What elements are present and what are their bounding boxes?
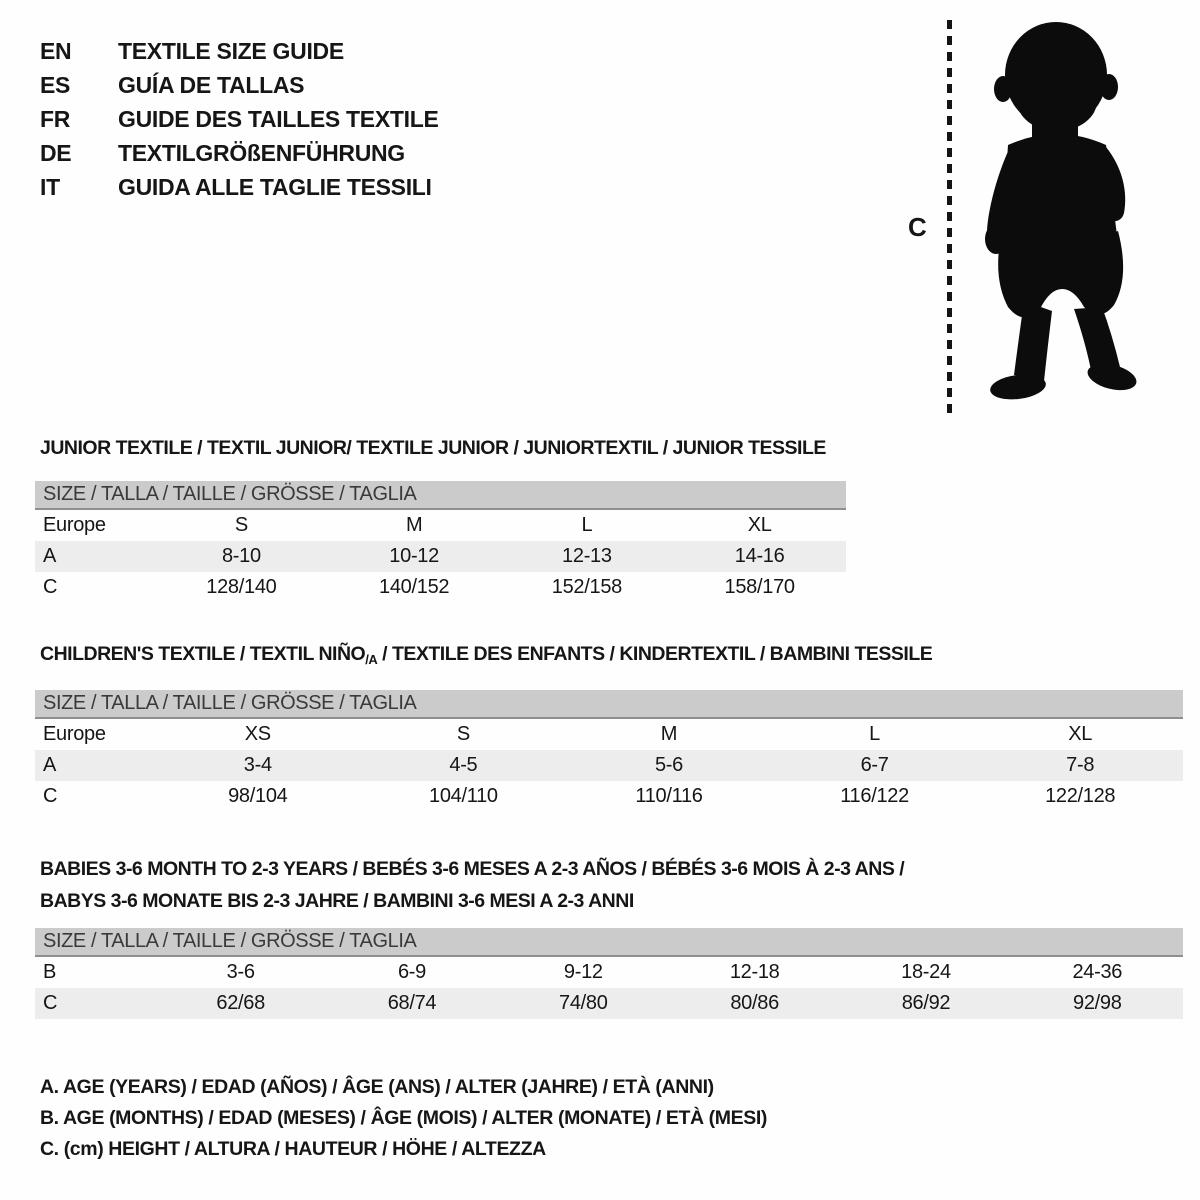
table-cell: 9-12 [563, 961, 603, 983]
legend-footnotes [40, 1072, 767, 1165]
table-cell: 7-8 [1066, 754, 1095, 776]
babies-size-table [35, 928, 1183, 1019]
table-cell: 86/92 [901, 992, 951, 1014]
table-cell: 18-24 [901, 961, 951, 983]
size-header-bar: SIZE / TALLA / TAILLE / GRÖSSE / TAGLIA [35, 928, 1183, 957]
table-row [35, 988, 1183, 1019]
language-row-it [40, 170, 439, 204]
table-cell: M [660, 723, 678, 745]
row-label: B [43, 961, 57, 983]
row-label: A [43, 545, 57, 567]
table-cell: 80/86 [730, 992, 779, 1014]
language-title: GUIDE DES TAILLES TEXTILE [118, 105, 439, 132]
junior-section-title [40, 437, 826, 460]
language-title: GUIDA ALLE TAGLIE TESSILI [118, 173, 432, 200]
row-label: A [43, 754, 57, 776]
row-label: C [43, 576, 58, 598]
size-header-bar: SIZE / TALLA / TAILLE / GRÖSSE / TAGLIA [35, 690, 1183, 719]
language-row-es [40, 68, 439, 102]
children-title-text: / TEXTILE DES ENFANTS / KINDERTEXTIL / BAMBINI TESSILE [377, 643, 933, 665]
baby-silhouette-image [972, 18, 1147, 420]
table-cell: 140/152 [379, 576, 450, 598]
children-size-table [35, 690, 1183, 812]
table-cell: 14-16 [734, 545, 785, 567]
table-cell: 6-7 [860, 754, 889, 776]
table-cell: 68/74 [387, 992, 437, 1014]
babies-title-line2: BABYS 3-6 MONATE BIS 2-3 JAHRE / BAMBINI 3-6 MESI A 2-3 ANNI [40, 890, 634, 912]
table-cell: XL [1068, 723, 1093, 745]
language-title: GUÍA DE TALLAS [118, 71, 305, 98]
language-row-de [40, 136, 439, 170]
table-cell: S [456, 723, 470, 745]
language-code: IT [40, 173, 60, 200]
junior-title-text: JUNIOR TEXTILE / TEXTIL JUNIOR/ TEXTILE JUNIOR / JUNIORTEXTIL / JUNIOR TESSILE [40, 437, 826, 459]
table-cell: 116/122 [840, 785, 909, 807]
table-cell: 122/128 [1045, 785, 1116, 807]
height-measure-label: C [908, 212, 927, 242]
table-cell: 5-6 [654, 754, 683, 776]
table-row [35, 781, 1183, 812]
footnote-age-years: A. AGE (YEARS) / EDAD (AÑOS) / ÂGE (ANS) / ALTER (JAHRE) / ETÀ (ANNI) [40, 1076, 714, 1098]
table-row [35, 719, 1183, 750]
table-cell: 3-4 [243, 754, 272, 776]
row-label: C [43, 785, 58, 807]
language-title: TEXTILE SIZE GUIDE [118, 37, 344, 64]
table-cell: 3-6 [226, 961, 255, 983]
footnote-age-months: B. AGE (MONTHS) / EDAD (MESES) / ÂGE (MOIS) / ALTER (MONATE) / ETÀ (MESI) [40, 1107, 767, 1129]
language-code: EN [40, 37, 72, 64]
table-cell: 4-5 [449, 754, 478, 776]
table-row [35, 572, 846, 603]
table-cell: XL [747, 514, 772, 536]
children-title-text: CHILDREN'S TEXTILE / TEXTIL NIÑO [40, 643, 366, 665]
table-cell: 8-10 [221, 545, 261, 567]
row-label: Europe [43, 514, 106, 536]
table-cell: 12-13 [562, 545, 612, 567]
table-row [35, 957, 1183, 988]
table-cell: L [869, 723, 880, 745]
table-cell: 128/140 [206, 576, 277, 598]
table-cell: 158/170 [724, 576, 795, 598]
table-cell: S [234, 514, 248, 536]
table-cell: 12-18 [729, 961, 780, 983]
children-section-title [40, 643, 932, 667]
table-cell: XS [244, 723, 271, 745]
table-cell: 10-12 [389, 545, 439, 567]
row-label: C [43, 992, 58, 1014]
table-cell: 6-9 [397, 961, 426, 983]
table-cell: 24-36 [1072, 961, 1123, 983]
table-cell: 152/158 [551, 576, 622, 598]
table-row [35, 510, 846, 541]
table-cell: 62/68 [216, 992, 265, 1014]
language-code: ES [40, 71, 71, 98]
table-cell: M [405, 514, 423, 536]
children-title-subscript: /A [365, 652, 378, 667]
language-title-block [40, 34, 439, 204]
junior-size-table [35, 481, 846, 603]
table-cell: 110/116 [635, 785, 703, 807]
size-header-bar: SIZE / TALLA / TAILLE / GRÖSSE / TAGLIA [35, 481, 846, 510]
table-row [35, 541, 846, 572]
babies-title-line1: BABIES 3-6 MONTH TO 2-3 YEARS / BEBÉS 3-6 MESES A 2-3 AÑOS / BÉBÉS 3-6 MOIS À 2-3 ANS / [40, 858, 905, 880]
footnote-height-cm: C. (cm) HEIGHT / ALTURA / HAUTEUR / HÖHE / ALTEZZA [40, 1138, 546, 1160]
row-label: Europe [43, 723, 106, 745]
table-cell: 104/110 [429, 785, 498, 807]
language-code: DE [40, 139, 72, 166]
table-cell: 98/104 [228, 785, 288, 807]
language-title: TEXTILGRÖßENFÜHRUNG [118, 139, 405, 166]
table-cell: 74/80 [559, 992, 608, 1014]
height-measure-dashed-line [947, 20, 952, 416]
language-row-fr [40, 102, 439, 136]
language-code: FR [40, 105, 71, 132]
language-row-en [40, 34, 439, 68]
table-cell: 92/98 [1073, 992, 1122, 1014]
table-row [35, 750, 1183, 781]
table-cell: L [581, 514, 593, 536]
babies-section-title [40, 853, 904, 917]
